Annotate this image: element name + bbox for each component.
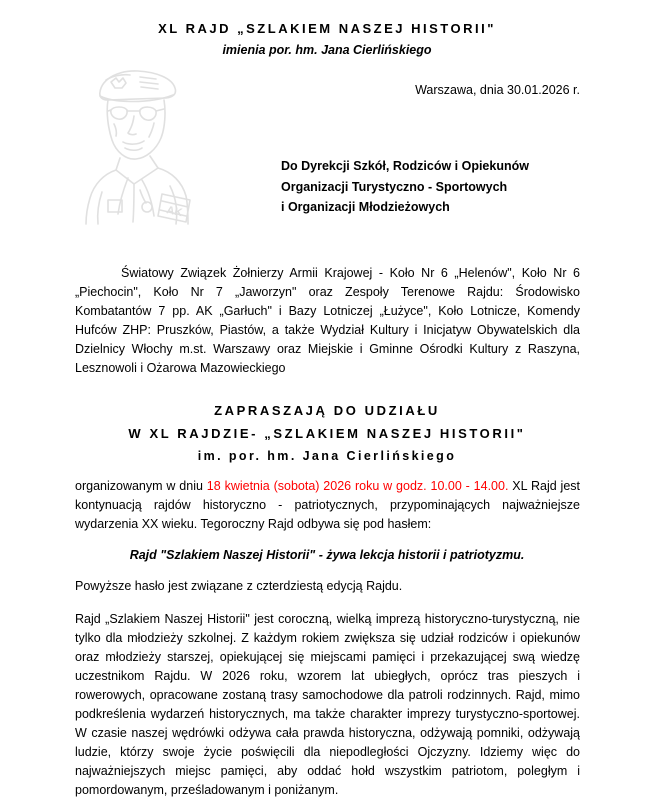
closing-paragraph: Rajd „Szlakiem Naszej Historii" jest coroczną, wielką imprezą historyczno-turystyczną, nie tylko dla młodzieży szkolnej. Z każdym rokiem zwiększa się udział rodziców i opiekunów oraz młodzieży starszej, opiekującej się miejscami pamięci i przekazującej swą wiedzę uczestnikom Rajdu. W 2026 roku, wzorem lat ubiegłych, oprócz tras pieszych i rowerowych, opracowane zostaną trasy samochodowe dla patroli rodzinnych. Rajd, mimo podkreślenia wydarzeń historycznych, ma także charakter imprezy turystyczno-sportowej. W czasie naszej wędrówki odżywa cała prawda historyczna, odżywają pomniki, odżywają ludzie, którzy swoje życie poświęcili dla niepodległości Ojczyzny. Idziemy więc do najważniejszych miejsc pamięci, aby oddać hołd wszystkim patriotom, poległym i pomordowanym, prześladowanym i poniżanym. <box>75 612 580 797</box>
addressee-line-1: Do Dyrekcji Szkół, Rodziców i Opiekunów <box>281 159 529 173</box>
invitation-line-3: im. por. hm. Jana Cierlińskiego <box>197 449 457 463</box>
organized-after: XL Rajd jest kontynuacją rajdów historyczno - patriotycznych, przypominających najważniejsze wydarzenia XX wieku. Tegoroczny Rajd odbywa się pod hasłem: <box>75 479 580 531</box>
page-subtitle: imienia por. hm. Jana Cierlińskiego <box>222 43 432 57</box>
invitation-line-2: W XL RAJDZIE- „SZLAKIEM NASZEJ HISTORII" <box>128 426 526 441</box>
page-title: XL RAJD „SZLAKIEM NASZEJ HISTORII" <box>158 21 496 36</box>
motto-note-section <box>75 577 580 596</box>
organized-before: organizowanym w dniu <box>75 479 207 493</box>
motto-line: Rajd "Szlakiem Naszej Historii" - żywa lekcja historii i patriotyzmu. <box>129 548 525 562</box>
addressee-line-3: i Organizacji Młodzieżowych <box>281 200 450 214</box>
invitation-line-1: ZAPRASZAJĄ DO UDZIAŁU <box>214 403 440 418</box>
closing-section <box>75 610 580 800</box>
organizers-section <box>75 264 580 378</box>
soldier-portrait-ak-emblem-icon <box>78 66 196 226</box>
svg-text:AK: AK <box>165 204 184 220</box>
organized-paragraph <box>75 477 580 534</box>
event-details-section <box>75 477 580 534</box>
addressee-block <box>281 156 529 218</box>
motto-note-paragraph: Powyższe hasło jest związane z czterdziestą edycją Rajdu. <box>75 579 403 593</box>
date-line: Warszawa, dnia 30.01.2026 r. <box>415 83 580 97</box>
event-date-highlight: 18 kwietnia (sobota) 2026 roku w godz. 10.00 - 14.00. <box>206 479 509 493</box>
addressee-line-2: Organizacji Turystyczno - Sportowych <box>281 179 508 194</box>
organizers-paragraph: Światowy Związek Żołnierzy Armii Krajowej - Koło Nr 6 „Helenów", Koło Nr 6 „Piechocin", Koło Nr 7 „Jaworzyn" oraz Zespoły Terenowe Rajdu: Środowisko Kombatantów 7 pp. AK „Garłuch" i Bazy Lotniczej „Łużyce", Koło Lotnicze, Komendy Hufców ZHP: Pruszków, Piastów, a także Wydział Kultury i Inicjatyw Obywatelskich dla Dzielnicy Włochy m.st. Warszawy oraz Miejskie i Gminne Ośrodki Kultury z Raszyna, Lesznowoli i Ożarowa Mazowieckiego <box>75 266 580 375</box>
invitation-heading <box>0 399 654 468</box>
